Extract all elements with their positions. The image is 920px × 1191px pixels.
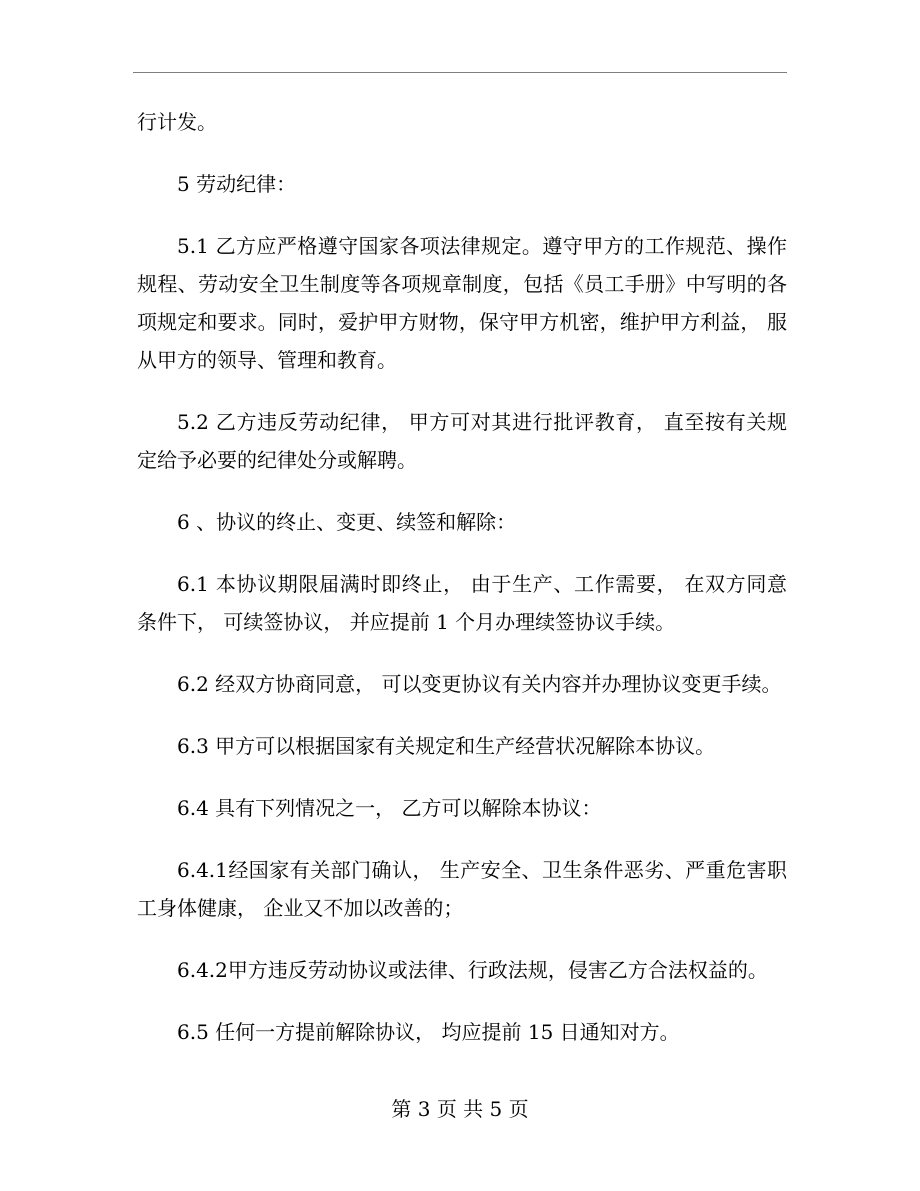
clause-6-4-2: 6.4.2甲方违反劳动协议或法律、行政法规，侵害乙方合法权益的。 <box>177 958 768 982</box>
header-divider <box>133 72 787 73</box>
clause-5-1: 5.1 乙方应严格遵守国家各项法律规定。遵守甲方的工作规范、操作规程、劳动安全卫生制度等各项规章制度，包括《员工手册》中写明的各项规定和要求。同时，爱护甲方财物，保守甲方机密，维护甲方利益， 服从甲方的领导、管理和教育。 <box>137 234 787 372</box>
document-body <box>137 103 787 1075</box>
clause-6-4-1: 6.4.1经国家有关部门确认， 生产安全、卫生条件恶劣、严重危害职工身体健康， 企业又不加以改善的； <box>137 858 787 920</box>
section-heading-5: 5 劳动纪律： <box>177 172 297 196</box>
section-heading-6: 6 、协议的终止、变更、续签和解除： <box>177 510 517 534</box>
paragraph-continuation: 行计发。 <box>137 110 217 134</box>
clause-6-2: 6.2 经双方协商同意， 可以变更协议有关内容并办理协议变更手续。 <box>177 672 782 696</box>
clause-5-2: 5.2 乙方违反劳动纪律， 甲方可对其进行批评教育， 直至按有关规定给予必要的纪律处分或解聘。 <box>137 410 787 472</box>
page-number: 第 3 页 共 5 页 <box>391 1097 529 1121</box>
clause-6-4: 6.4 具有下列情况之一， 乙方可以解除本协议： <box>177 796 602 820</box>
clause-6-5: 6.5 任何一方提前解除协议， 均应提前 15 日通知对方。 <box>177 1020 680 1044</box>
clause-6-3: 6.3 甲方可以根据国家有关规定和生产经营状况解除本协议。 <box>177 734 716 758</box>
clause-6-1: 6.1 本协议期限届满时即终止， 由于生产、工作需要， 在双方同意条件下， 可续签协议， 并应提前 1 个月办理续签协议手续。 <box>137 572 787 634</box>
